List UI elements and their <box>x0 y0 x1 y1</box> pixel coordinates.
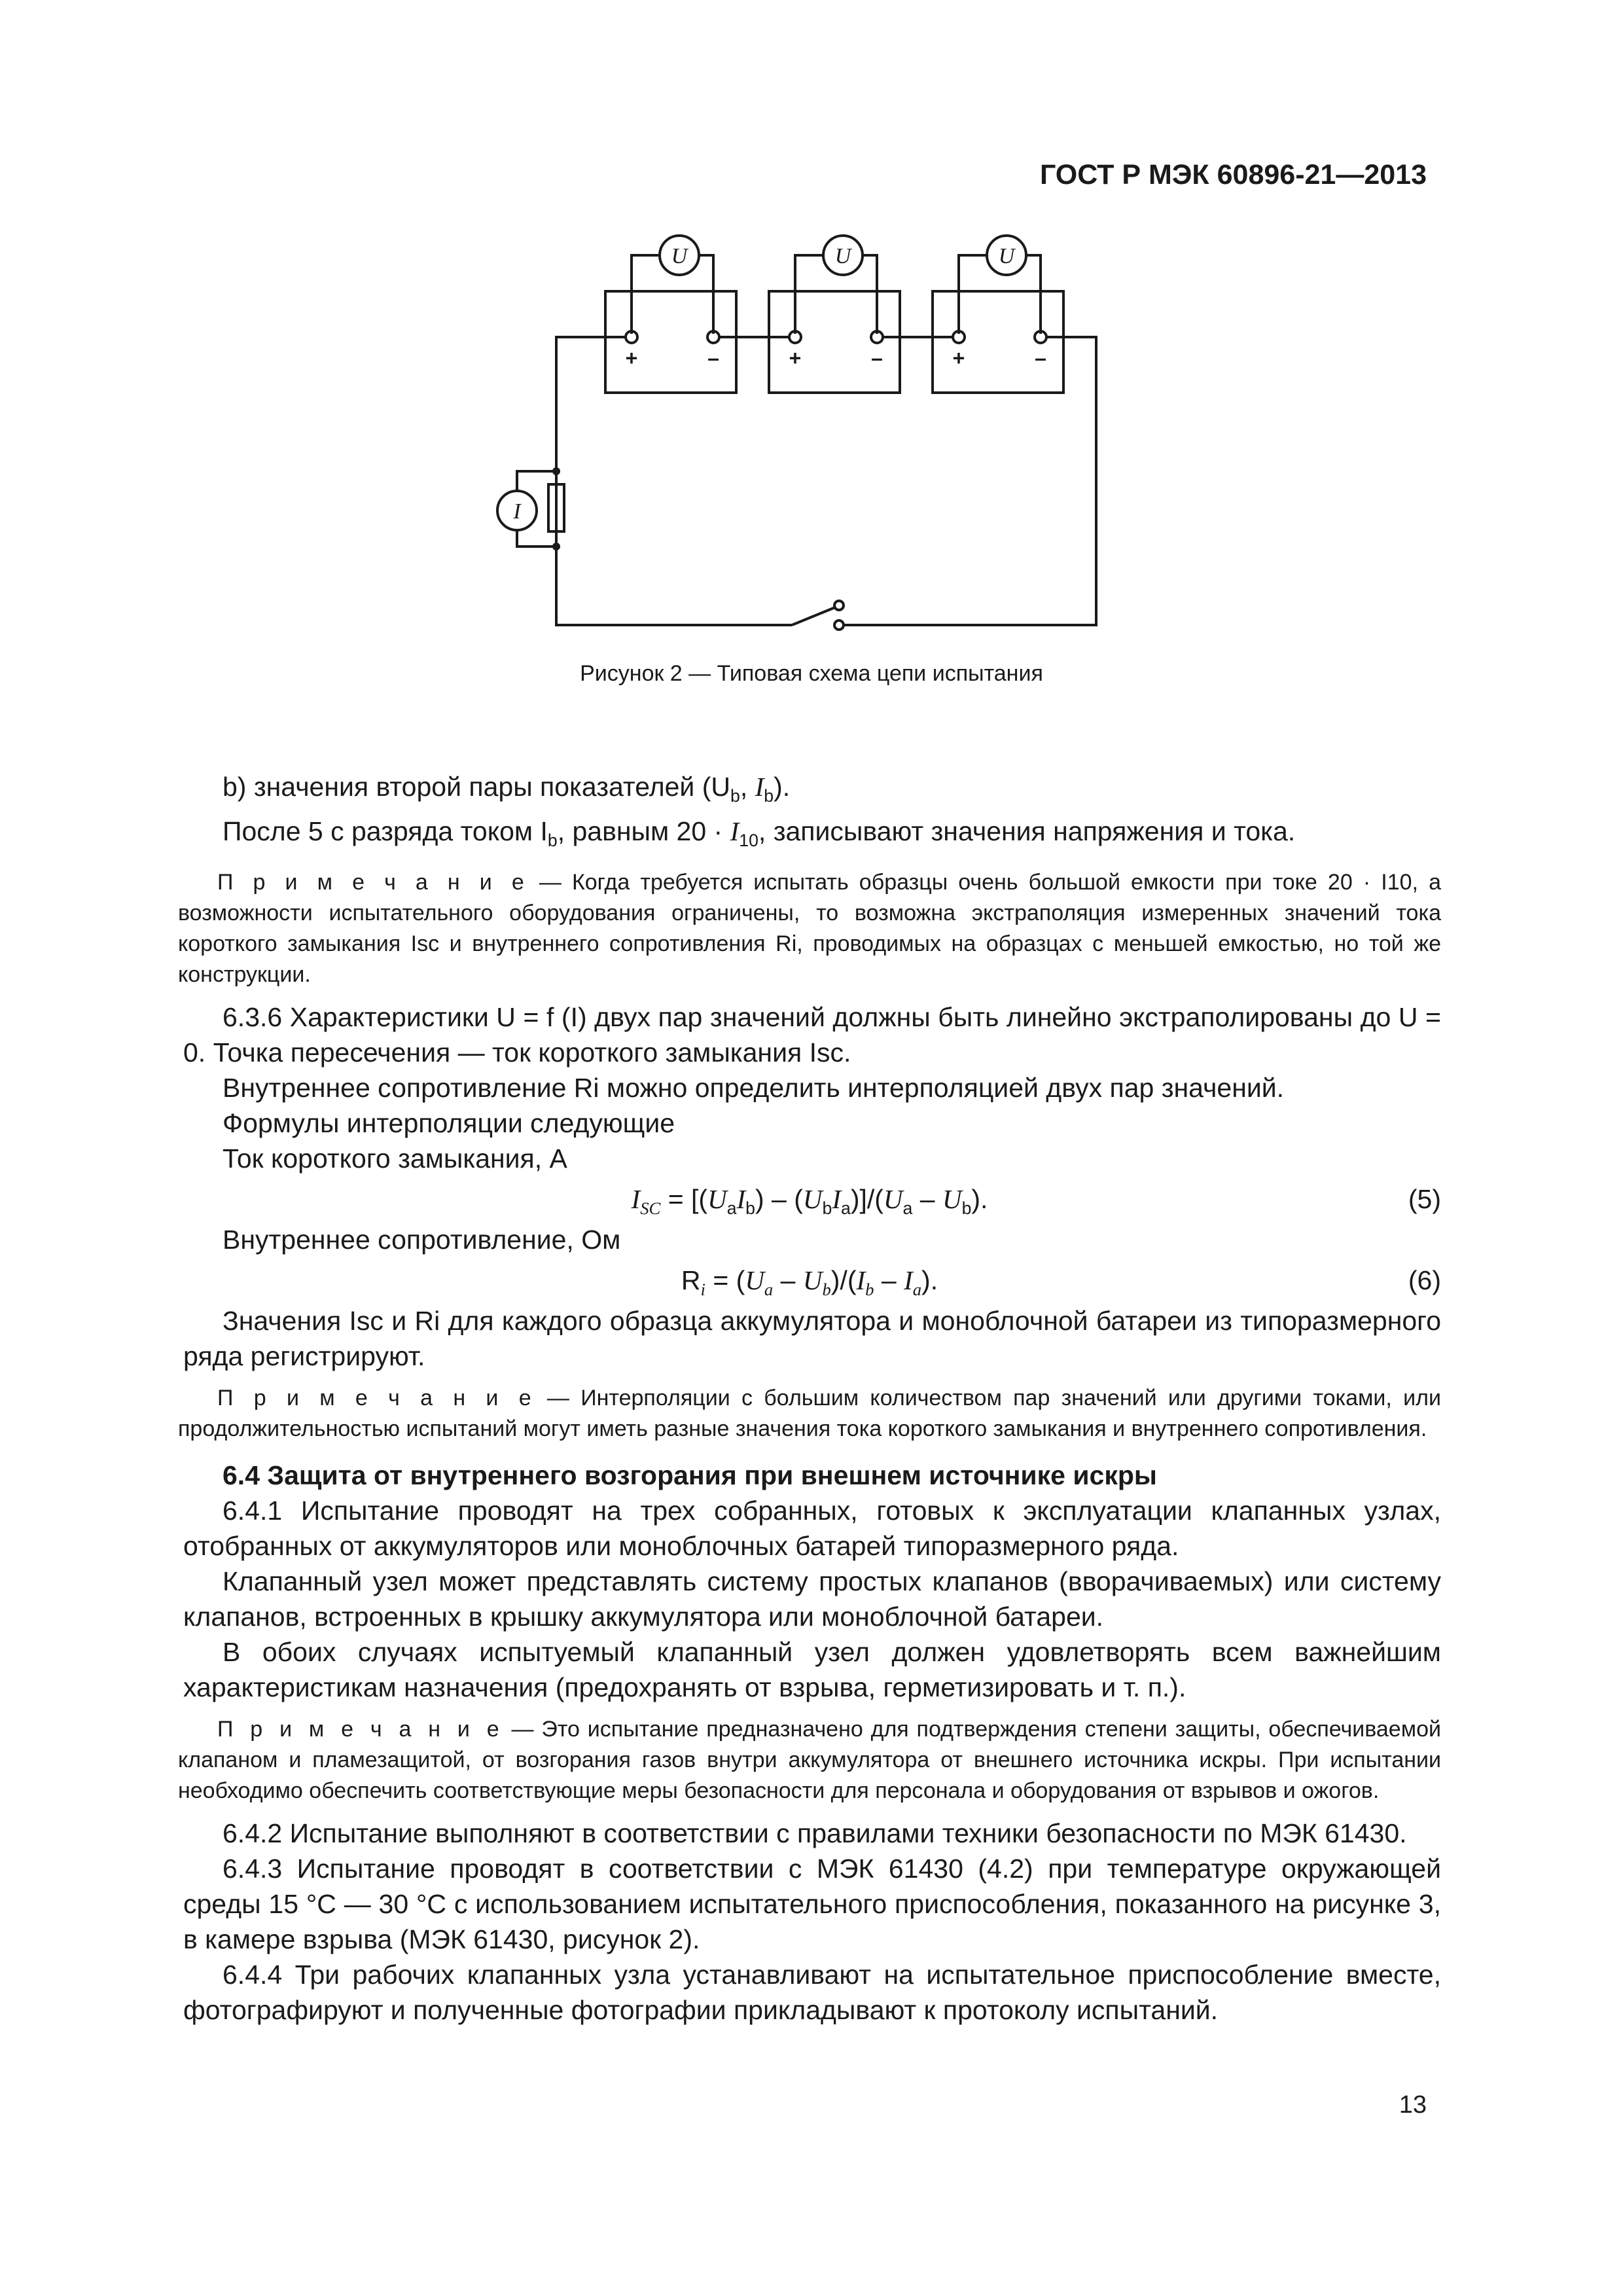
figure-caption: Рисунок 2 — Типовая схема цепи испытания <box>580 661 1043 686</box>
paragraph-ri: Внутреннее сопротивление Ri можно определить интерполяцией двух пар значений. <box>223 1073 1285 1103</box>
svg-text:+: + <box>789 346 802 370</box>
voltmeter-3-label: U <box>998 244 1015 268</box>
formula-5: $I_{SC} = [(U_aI_b) - (U_bI_a)]/(U_a - U_b)$. (5) <box>178 1176 1441 1222</box>
note-3: П р и м е ч а н и е — Это испытание предназначено для подтверждения степени защиты, обеспечиваемой клапаном и пламезащитой, от возгорания газов внутри аккумулятора от внешнего источника искры. При испытании необходимо обеспечить соответствующие меры безопасности для персонала и оборудования от взрывов и ожогов. <box>178 1717 1441 1804</box>
paragraph-6-4-1: 6.4.1 Испытание проводят на трех собранных, готовых к эксплуатации клапанных узлах, отобранных от аккумуляторов или моноблочных батарей типоразмерного ряда. <box>183 1496 1441 1562</box>
switch-contact <box>834 601 844 610</box>
ammeter-label: I <box>513 499 521 524</box>
svg-text:–: – <box>707 346 719 370</box>
voltmeter-2-label: U <box>834 244 851 268</box>
paragraph-isc-label: Ток короткого замыкания, А <box>223 1143 567 1174</box>
note-1: П р и м е ч а н и е — Когда требуется испытать образцы очень большой емкости при токе 20 · I10, а возможности испытательного оборудования ограничены, то возможна экстраполяция измеренных значений тока короткого замыкания Isc и внутреннего сопротивления Ri, проводимых на образцах с меньшей емкостью, но той же конструкции. <box>178 870 1441 988</box>
formula-6: $R_i = (U_a - U_b)/(I_b - I_a)$. (6) <box>178 1257 1441 1303</box>
formula-5-number: (5) <box>1408 1184 1441 1215</box>
svg-text:+: + <box>625 346 638 370</box>
voltmeter-1-label: U <box>671 244 688 268</box>
paragraph-formulas: Формулы интерполяции следующие <box>223 1108 675 1139</box>
document-body <box>178 769 1441 2028</box>
formula-6-number: (6) <box>1408 1265 1441 1296</box>
paragraph-b: b) значения второй пары показателей ($U_b$, $I_b$). <box>223 772 791 806</box>
svg-text:–: – <box>871 346 883 370</box>
test-circuit-diagram <box>438 216 1171 648</box>
paragraph-6-4-3: 6.4.3 Испытание проводят в соответствии с МЭК 61430 (4.2) при температуре окружающей среды 15 °С — 30 °С с использованием испытательного приспособления, показанного на рисунке 3, в камере взрыва (МЭК 61430, рисунок 2). <box>183 1854 1441 1955</box>
paragraph-6-4-4: 6.4.4 Три рабочих клапанных узла устанавливают на испытательное приспособление вместе, фотографируют и полученные фотографии прикладывают к протоколу испытаний. <box>183 1960 1441 2026</box>
paragraph-both-cases: В обоих случаях испытуемый клапанный узел должен удовлетворять всем важнейшим характеристикам назначения (предохранять от взрыва, герметизировать и т. п.). <box>183 1637 1441 1703</box>
paragraph-valve: Клапанный узел может представлять систему простых клапанов (вворачиваемых) или систему клапанов, встроенных в крышку аккумулятора или моноблочной батареи. <box>183 1566 1441 1632</box>
paragraph-6-4-2: 6.4.2 Испытание выполняют в соответствии с правилами техники безопасности по МЭК 61430. <box>223 1818 1407 1849</box>
svg-text:–: – <box>1035 346 1046 370</box>
section-6-4-heading: 6.4 Защита от внутреннего возгорания при внешнем источнике искры <box>223 1460 1157 1491</box>
paragraph-values: Значения Isc и Ri для каждого образца аккумулятора и моноблочной батареи из типоразмерного ряда регистрируют. <box>183 1306 1441 1372</box>
standard-code-header: ГОСТ Р МЭК 60896-21—2013 <box>1039 159 1427 190</box>
svg-text:+: + <box>952 346 965 370</box>
paragraph-ri-label: Внутреннее сопротивление, Ом <box>223 1225 621 1255</box>
paragraph-6-3-6: 6.3.6 Характеристики U = f (I) двух пар значений должны быть линейно экстраполированы до U = 0. Точка пересечения — ток короткого замыкания Isc. <box>183 1002 1441 1068</box>
note-2: П р и м е ч а н и е — Интерполяции с большим количеством пар значений или другими токами, или продолжительностью испытаний могут иметь разные значения тока короткого замыкания и внутреннего сопротивления. <box>178 1386 1441 1442</box>
paragraph-discharge: После 5 с разряда током $I_b$, равным $20 \cdot I_{10}$, записывают значения напряжения и тока. <box>223 816 1296 851</box>
page-number: 13 <box>1399 2091 1427 2119</box>
